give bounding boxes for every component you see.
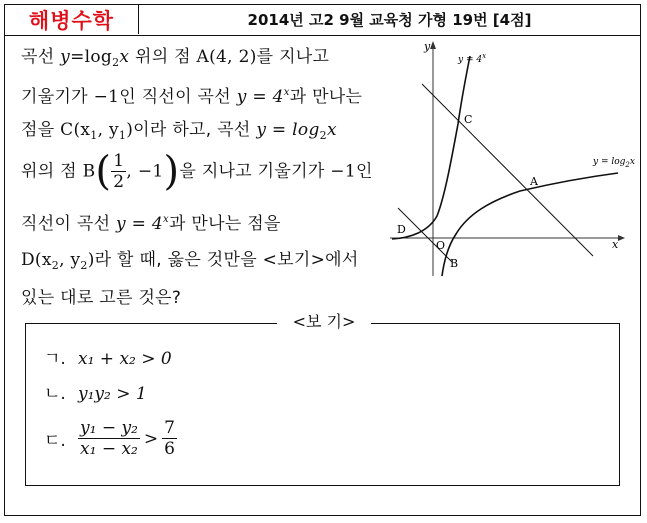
question-line-3 xyxy=(21,115,337,142)
math-op: ) xyxy=(126,120,134,140)
bogi-item-3 xyxy=(44,418,177,459)
x-axis-label: x xyxy=(612,238,619,251)
text: 점을 xyxy=(21,120,61,140)
bogi-item-2 xyxy=(44,379,147,404)
point-D-label: D xyxy=(397,223,406,236)
point-C-label: C xyxy=(464,113,473,126)
item-op: > xyxy=(143,428,159,449)
math-op: =log xyxy=(70,47,113,67)
math-sup: x xyxy=(163,214,169,225)
math-op: , y xyxy=(59,250,81,270)
math-slope: −1 xyxy=(330,161,356,182)
point-B-label: B xyxy=(450,257,459,270)
point-A: A(4, 2) xyxy=(196,47,257,67)
text: 이라 하고, 곡선 xyxy=(133,120,257,140)
text: 위의 점 xyxy=(129,47,197,67)
math-sub: 2 xyxy=(51,259,60,272)
exp-curve xyxy=(392,56,473,239)
text: 라 할 때, 옳은 것만을 <보기>에서 xyxy=(94,250,359,270)
math-eq: y = 4 xyxy=(236,87,284,107)
point-B: B xyxy=(82,161,96,182)
x-axis-arrow xyxy=(618,235,625,241)
text: 과 만나는 점을 xyxy=(168,214,281,234)
bogi-item-1 xyxy=(44,344,172,369)
problem-title: 2014년 고2 9월 교육청 가형 19번 [4점] xyxy=(247,11,532,29)
y-axis-arrow xyxy=(430,41,436,49)
question-line-1 xyxy=(21,42,329,69)
item-key: ㄴ. xyxy=(44,384,66,404)
text: 을 지나고 기울기가 xyxy=(179,161,331,182)
fraction-half: $\frac{1}{2}$ xyxy=(113,151,125,192)
text: 인 직선이 곡선 xyxy=(119,87,237,107)
math-var: x xyxy=(326,120,337,140)
y-axis-label: y xyxy=(424,40,431,53)
text: 인 xyxy=(355,161,373,182)
item-expr: x₁ + x₂ > 0 xyxy=(78,349,172,369)
text: 기울기가 xyxy=(21,87,94,107)
item-key: ㄷ. xyxy=(44,431,66,451)
math-sub: 2 xyxy=(80,259,88,272)
item-expr: y₁y₂ > 1 xyxy=(78,384,147,404)
math-sup: x xyxy=(283,87,290,98)
graph-figure xyxy=(390,36,635,276)
point-A-label: A xyxy=(530,175,538,188)
text: 곡선 xyxy=(21,47,61,67)
brand-logo: 해병수학 xyxy=(5,5,139,34)
math-var: x xyxy=(119,47,130,67)
line-BD xyxy=(398,208,452,262)
question-line-4 xyxy=(21,148,373,195)
origin-label: O xyxy=(436,239,446,252)
math-sub: 2 xyxy=(319,129,327,142)
math-var: y xyxy=(60,47,71,67)
log-curve xyxy=(442,173,618,276)
item-fraction: $\frac{\text{y₁ − y₂}}{\text{x₁ − x₂}}$ xyxy=(80,418,138,459)
point-C: C(x xyxy=(60,120,91,140)
math-sub: 2 xyxy=(112,56,120,69)
math-sub: 1 xyxy=(90,129,98,142)
math-eq: y = 4 xyxy=(116,214,164,234)
text: 위의 점 xyxy=(21,161,83,182)
log-curve-label: $y = \log_2x$ xyxy=(593,157,635,169)
question-line-6 xyxy=(21,245,359,272)
math-op: , −1 xyxy=(126,161,164,182)
math-op: , y xyxy=(97,120,119,140)
text: 과 만나는 xyxy=(289,87,363,107)
math-eq: y = log xyxy=(256,120,320,140)
line-AC xyxy=(422,84,593,256)
math-op: ) xyxy=(87,250,95,270)
left-paren: ( xyxy=(95,148,112,195)
math-slope: −1 xyxy=(93,87,120,107)
math-sub: 1 xyxy=(118,129,127,142)
point-D: D(x xyxy=(21,250,52,270)
text: 를 지나고 xyxy=(256,47,330,67)
question-line-2 xyxy=(21,82,362,107)
bogi-box xyxy=(25,312,620,486)
exp-curve-label: $y = 4^x$ xyxy=(458,52,487,65)
text: 직선이 곡선 xyxy=(21,214,117,234)
question-line-5 xyxy=(21,209,281,234)
item-key: ㄱ. xyxy=(44,349,66,369)
question-line-7: 있는 대로 고른 것은? xyxy=(21,288,182,308)
item-rhs-fraction: $\frac{7}{6}$ xyxy=(164,418,175,459)
header xyxy=(5,5,640,36)
bogi-title: <보 기> xyxy=(277,311,371,333)
right-paren: ) xyxy=(163,148,180,195)
